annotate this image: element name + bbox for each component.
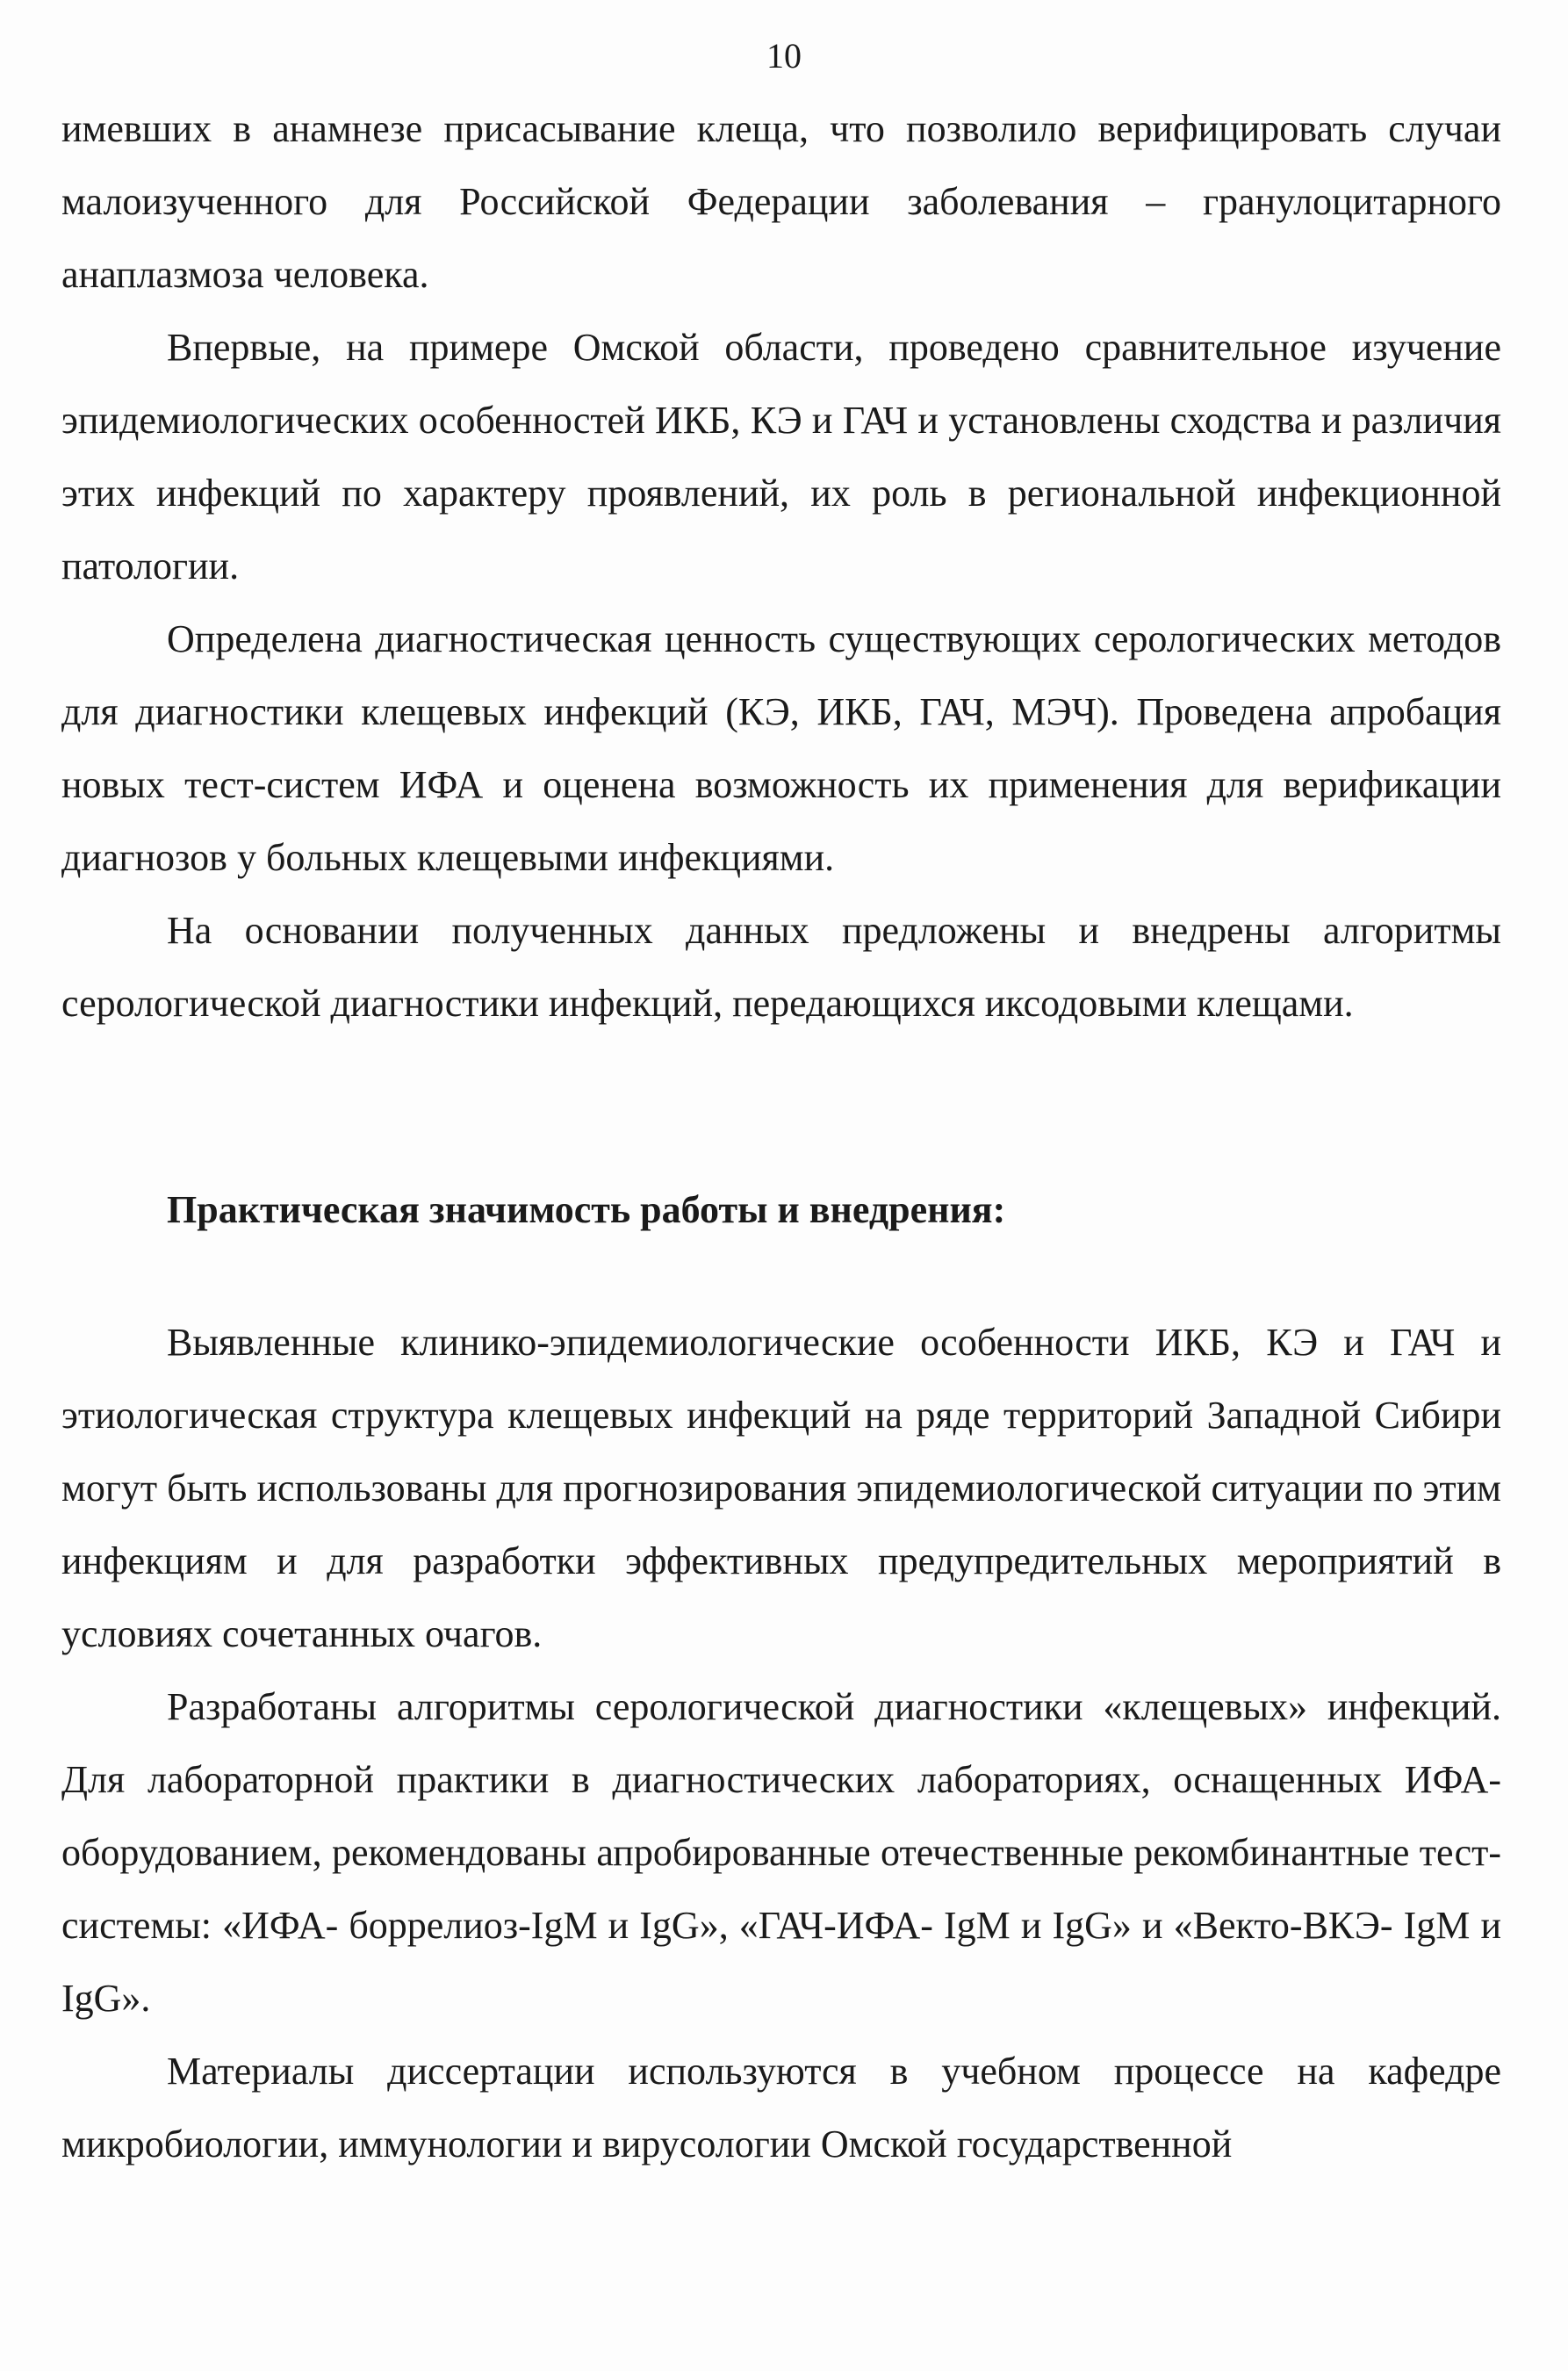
scientific-novelty-text	[61, 92, 1501, 1040]
page-number: 10	[766, 36, 802, 76]
paragraph: Впервые, на примере Омской области, проведено сравнительное изучение эпидемиологических особенностей ИКБ, КЭ и ГАЧ и установлены сходства и различия этих инфекций по характеру проявлений, их роль в региональной инфекционной патологии.	[61, 326, 1501, 587]
section-heading-practical: Практическая значимость работы и внедрения:	[167, 1188, 1006, 1231]
paragraph: На основании полученных данных предложены и внедрены алгоритмы серологической диагностики инфекций, передающихся иксодовыми клещами.	[61, 909, 1501, 1025]
practical-significance-text	[61, 1306, 1501, 2180]
paragraph: Определена диагностическая ценность существующих серологических методов для диагностики клещевых инфекций (КЭ, ИКБ, ГАЧ, МЭЧ). Проведена апробация новых тест-систем ИФА и оценена возможность их применения для верификации диагнозов у больных клещевыми инфекциями.	[61, 617, 1501, 879]
paragraph: Материалы диссертации используются в учебном процессе на кафедре микробиологии, иммунологии и вирусологии Омской государственной	[61, 2050, 1501, 2166]
paragraph: Разработаны алгоритмы серологической диагностики «клещевых» инфекций. Для лабораторной практики в диагностических лабораториях, оснащенных ИФА-оборудованием, рекомендованы апробированные отечественные рекомбинантные тест-системы: «ИФА- боррелиоз-IgM и IgG», «ГАЧ-ИФА- IgM и IgG» и «Векто-ВКЭ- IgM и IgG».	[61, 1685, 1501, 2020]
paragraph-continuation: имевших в анамнезе присасывание клеща, что позволило верифицировать случаи малоизученного для Российской Федерации заболевания – гранулоцитарного анаплазмоза человека.	[61, 107, 1501, 296]
paragraph: Выявленные клинико-эпидемиологические особенности ИКБ, КЭ и ГАЧ и этиологическая структура клещевых инфекций на ряде территорий Западной Сибири могут быть использованы для прогнозирования эпидемиологической ситуации по этим инфекциям и для разработки эффективных предупредительных мероприятий в условиях сочетанных очагов.	[61, 1321, 1501, 1655]
